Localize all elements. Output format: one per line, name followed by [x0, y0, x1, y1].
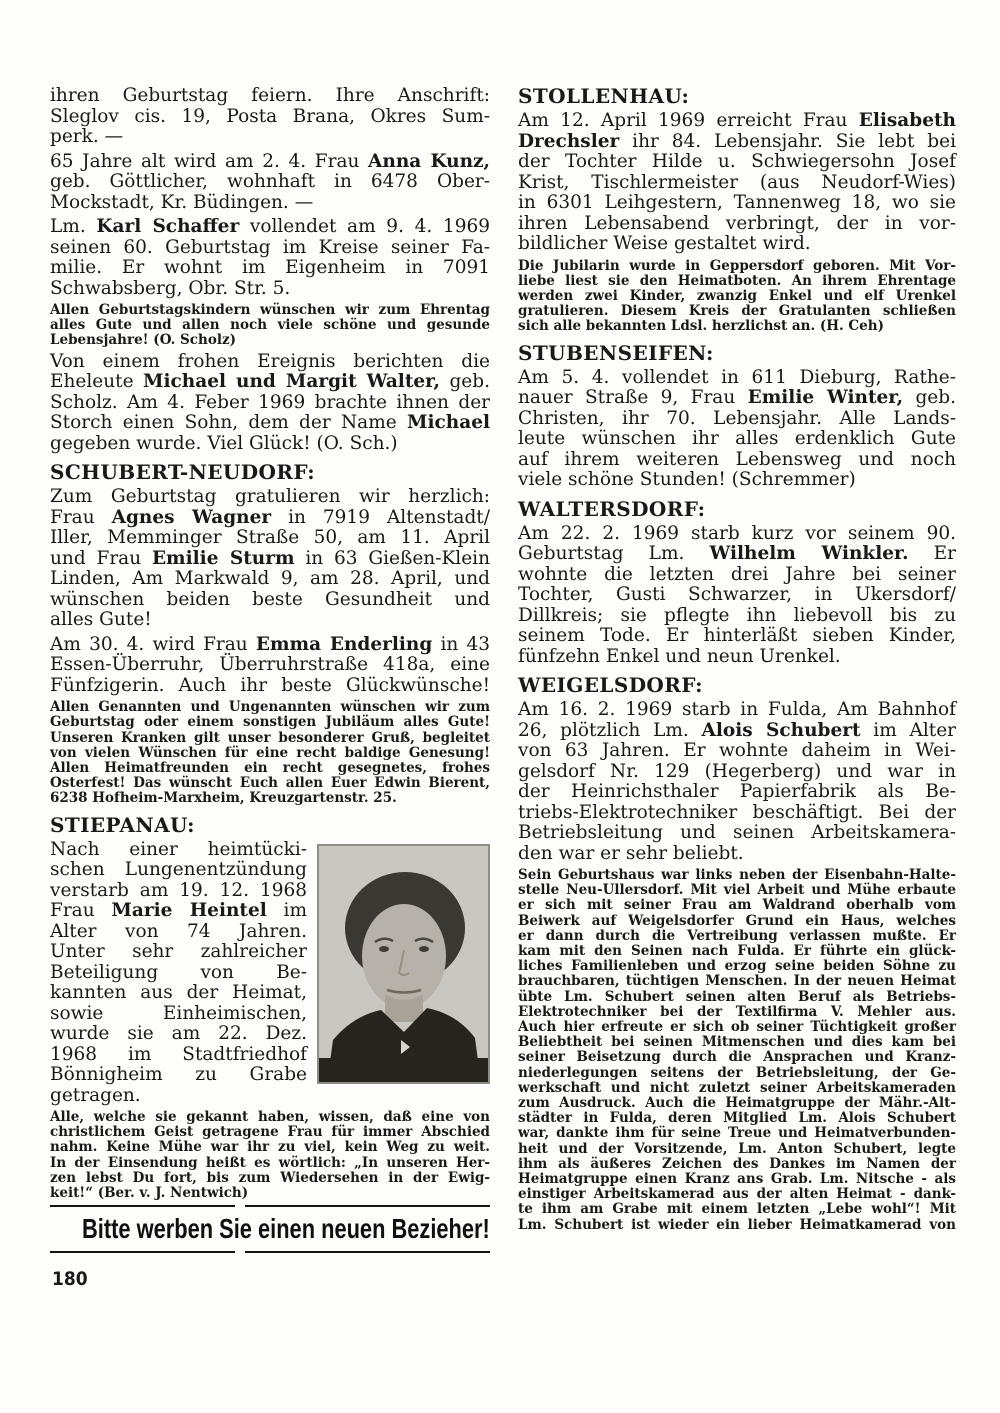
subscription-banner	[50, 1205, 490, 1253]
text-line: kannten aus der Heimat,	[50, 982, 307, 1004]
text-line: Die Jubilarin wurde in Geppersdorf geboren. Mit Vor-	[518, 257, 956, 274]
text-line: Alter von 74 Jahren.	[50, 920, 307, 942]
text-line: Geburtstag Lm. Wilhelm Winkler. Er	[518, 543, 957, 565]
left-column	[50, 86, 490, 1204]
body-paragraph	[518, 368, 956, 491]
page-number: 180	[52, 1268, 88, 1290]
body-paragraph	[50, 352, 490, 455]
text-line: brauchbaren, tüchtigen Menschen. In der neuen Heimat	[518, 973, 956, 990]
text-line: verstarb am 19. 12. 1968	[50, 879, 307, 901]
text-line: seiner Beisetzung durch die Ansprachen und Kranz-	[518, 1049, 956, 1066]
text-line: Dillkreis; sie pflegte ihn liebevoll bis zu	[518, 604, 956, 626]
text-line: wünschen beiden beste Gesundheit und	[50, 588, 490, 610]
text-line: wohnte die letzten drei Jahre bei seiner	[518, 563, 956, 585]
text-line: perk. —	[50, 126, 124, 147]
text-line: liebe liest sie den Heimatboten. An ihrem Ehrentage	[518, 272, 956, 289]
text-line: Allen Genannten und Ungenannten wünschen wir zum	[50, 699, 490, 716]
section-heading: STUBENSEIFEN:	[518, 340, 714, 365]
text-line: 26, plötzlich Lm. Alois Schubert im Alter	[518, 719, 956, 741]
text-line: geb. Göttlicher, wohnhaft in 6478 Ober-	[50, 171, 490, 192]
text-line: schen Lungenentzündung	[50, 859, 307, 881]
body-paragraph	[50, 840, 490, 1107]
text-line: Lm. Karl Schaffer vollendet am 9. 4. 1969	[50, 216, 491, 237]
text-line: milie. Er wohnt im Eigenheim in 7091	[50, 257, 490, 278]
text-line: viele schöne Stunden! (Schremmer)	[518, 469, 856, 491]
text-line: Alle, welche sie gekannt haben, wissen, daß eine von	[50, 1109, 490, 1126]
text-line: liches Familienleben und erzog seine beiden Söhne zu	[518, 958, 956, 975]
text-line: kam mit den Seinen nach Fulda. Er führte ein glück-	[518, 943, 956, 960]
text-line: Frau Agnes Wagner in 7919 Altenstadt/	[50, 506, 490, 528]
text-line: Lebensjahre! (O. Scholz)	[50, 332, 237, 349]
banner-rule-top	[50, 1205, 490, 1207]
text-line: 65 Jahre alt wird am 2. 4. Frau Anna Kunz,	[50, 150, 490, 172]
section-heading: STOLLENHAU:	[518, 84, 690, 108]
banner-text: Bitte werben Sie einen neuen Bezieher!	[82, 1213, 490, 1244]
text-line: Betriebsleitung und seinen Arbeitskamera-	[518, 822, 956, 844]
text-line: heit und der Vorsitzende, Lm. Anton Schubert, legte	[518, 1140, 956, 1157]
text-line: wurde sie am 22. Dez.	[50, 1023, 307, 1045]
portrait-photo-image	[317, 844, 490, 1084]
text-line: Krist, Tischlermeister (aus Neudorf-Wies)	[518, 171, 956, 193]
text-line: von vielen Wünschen für eine recht baldige Genesung!	[50, 744, 490, 761]
text-line: Zum Geburtstag gratulieren wir herzlich:	[50, 486, 490, 508]
body-paragraph	[518, 111, 956, 255]
text-line: zen lebst Du fort, bis zum Wiedersehen in der Ewig-	[50, 1169, 490, 1186]
section-heading: SCHUBERT-NEUDORF:	[50, 460, 316, 485]
text-line: fünfzehn Enkel und neun Urenkel.	[518, 645, 841, 667]
text-line: In der Einsendung heißt es wörtlich: „In unseren Her-	[50, 1154, 490, 1171]
text-line: Christen, ihr 70. Lebensjahr. Alle Lands-	[518, 407, 956, 429]
text-line: christlichem Geist getragene Frau für immer Abschied	[50, 1124, 490, 1141]
text-line: Am 12. April 1969 erreicht Frau Elisabeth	[518, 110, 956, 131]
text-line: der Heinrichsthaler Papierfabrik als Be-	[518, 781, 956, 803]
small-print-paragraph	[50, 303, 490, 349]
text-line: den war er sehr beliebt.	[518, 842, 744, 864]
text-line: Linden, Am Markwald 9, am 28. April, und	[50, 568, 490, 590]
text-line: Am 30. 4. wird Frau Emma Enderling in 43	[50, 633, 491, 655]
text-line: ihren Lebensabend verbringt, der in vor-	[518, 212, 956, 234]
section-heading: WEIGELSDORF:	[518, 673, 703, 698]
banner-rule-bottom	[50, 1251, 490, 1253]
text-line: Am 16. 2. 1969 starb in Fulda, Am Bahnhof	[518, 699, 956, 721]
text-line: gegeben wurde. Viel Glück! (O. Sch.)	[50, 432, 398, 454]
text-line: Am 5. 4. vollendet in 611 Dieburg, Rathe-	[518, 366, 956, 388]
text-line: sowie Einheimischen,	[50, 1002, 307, 1024]
text-line: te ihm am Grabe mit einem letzten „Lebe wohl“! Mit	[518, 1201, 956, 1218]
text-line: Am 22. 2. 1969 starb kurz vor seinem 90.	[518, 522, 956, 544]
text-line: Unter sehr zahlreicher	[50, 941, 307, 963]
text-line: Nach einer heimtücki-	[50, 838, 307, 860]
text-line: einstiger Arbeitskamerad aus der alten Heimat - dank-	[518, 1186, 956, 1203]
text-line: keit!“ (Ber. v. J. Nentwich)	[50, 1185, 249, 1202]
portrait-photo	[317, 844, 490, 1084]
text-line: zum Ausdruck. Auch die Heimatgruppe der Mähr.-Alt-	[518, 1095, 956, 1112]
text-line: Elektrotechniker bei der Textilfirma V. Mehler aus.	[518, 1003, 956, 1020]
text-line: ihm als äußeres Zeichen des Dankes im Namen der	[518, 1155, 956, 1172]
body-paragraph	[50, 152, 490, 214]
section-heading: WALTERSDORF:	[518, 496, 706, 521]
text-line: war, dankte ihm für seine Treue und Heimatverbunden-	[518, 1125, 956, 1142]
text-line: Von einem frohen Ereignis berichten die	[50, 350, 490, 372]
text-line: er sich mit seiner Frau am Waldrand oberhalb vom	[518, 897, 956, 914]
text-line: übte Lm. Schubert seinen alten Beruf als Betriebs-	[518, 988, 956, 1005]
body-paragraph	[50, 217, 490, 299]
text-line: Sleglov cis. 19, Posta Brana, Okres Sum-	[50, 105, 490, 127]
body-paragraph	[518, 700, 956, 864]
text-line: Auch hier erfreute er sich ob seiner Tüchtigkeit großer	[518, 1019, 956, 1036]
text-line: städter in Fulda, deren Mitglied Lm. Alois Schubert	[518, 1110, 956, 1127]
small-print-paragraph	[50, 1110, 490, 1201]
text-line: Eheleute Michael und Margit Walter, geb.	[50, 371, 490, 393]
text-line: ihren Geburtstag feiern. Ihre Anschrift:	[50, 85, 490, 106]
text-line: alles Gute!	[50, 609, 152, 631]
text-line: triebs-Elektrotechniker beschäftigt. Bei der	[518, 801, 956, 823]
text-line: werden zwei Kinder, zwanzig Enkel und elf Urenkel	[518, 287, 956, 304]
body-paragraph	[518, 524, 956, 668]
text-line: Storch einen Sohn, dem der Name Michael	[50, 412, 490, 434]
text-line: von 63 Jahren. Er wohnte daheim in Wei-	[518, 740, 956, 762]
text-line: seinen 60. Geburtstag im Kreise seiner Fa-	[50, 236, 490, 258]
text-line: gelsdorf Nr. 129 (Hegerberg) und war in	[518, 760, 956, 782]
small-print-paragraph	[50, 700, 490, 806]
text-line: getragen.	[50, 1084, 141, 1106]
body-paragraph	[50, 487, 490, 631]
text-line: seinem Tode. Er hinterläßt sieben Kinder,	[518, 625, 956, 647]
text-line: Bönnigheim zu Grabe	[50, 1064, 307, 1086]
text-line: 1968 im Stadtfriedhof	[50, 1043, 307, 1065]
text-line: Sein Geburtshaus war links neben der Eisenbahn-Halte-	[518, 867, 956, 884]
text-line: Beiwerk auf Weigelsdorfer Grund ein Haus, welches	[518, 912, 956, 929]
text-line: sich alle bekannten Ldsl. herzlichst an. (H. Ceh)	[518, 318, 884, 335]
text-line: Geburtstag oder einem sonstigen Jubiläum alles Gute!	[50, 714, 490, 731]
text-line: stelle Neu-Ullersdorf. Mit viel Arbeit und Mühe erbaute	[518, 882, 956, 899]
text-line: der Tochter Hilde u. Schwiegersohn Josef	[518, 151, 956, 172]
text-line: leute wünschen ihr alles erdenklich Gute	[518, 428, 956, 450]
text-line: auf ihrem weiteren Lebensweg und noch	[518, 448, 956, 470]
body-paragraph	[50, 635, 490, 697]
text-line: er dann durch die Vertreibung verlassen mußte. Er	[518, 927, 956, 944]
text-line: Drechsler ihr 84. Lebensjahr. Sie lebt bei	[518, 130, 956, 152]
text-line: Tochter, Gusti Schwarzer, in Ukersdorf/	[518, 584, 956, 606]
text-line: Mockstadt, Kr. Büdingen. —	[50, 191, 314, 213]
text-line: Fünfzigerin. Auch ihr beste Glückwünsche!	[50, 674, 490, 696]
text-line: Beteiligung von Be-	[50, 961, 307, 983]
text-line: in 6301 Leihgestern, Tannenweg 18, wo sie	[518, 192, 956, 213]
text-line: alles Gute und allen noch viele schöne und gesunde	[50, 317, 490, 334]
small-print-paragraph	[518, 259, 956, 335]
text-line: Allen Geburtstagskindern wünschen wir zum Ehrentag	[50, 302, 490, 318]
text-line: Essen-Überruhr, Überruhrstraße 418a, eine	[50, 654, 490, 676]
text-line: nahm. Keine Mühe war ihr zu viel, kein Weg zu weit.	[50, 1139, 490, 1156]
text-line: 6238 Hofheim-Marxheim, Kreuzgartenstr. 25.	[50, 790, 397, 807]
text-line: Iller, Memminger Straße 50, am 11. April	[50, 527, 490, 549]
small-print-paragraph	[518, 868, 956, 1233]
text-line: bildlicher Weise gestaltet wird.	[518, 233, 811, 254]
right-column	[518, 86, 956, 1236]
text-line: gratulieren. Diesem Kreis der Gratulanten schließen	[518, 303, 956, 320]
text-line: Beliebtheit bei seinen Mitmenschen und dies kam bei	[518, 1034, 956, 1051]
text-line: Osterfest! Das wünscht Euch allen Euer Edwin Bierent,	[50, 775, 490, 792]
text-line: niederlegungen seitens der Betriebsleitung, der Ge-	[518, 1064, 956, 1081]
text-line: Schwabsberg, Obr. Str. 5.	[50, 277, 291, 299]
text-line: Allen Heimatfreunden ein recht gesegnetes, frohes	[50, 759, 490, 776]
text-line: werkschaft und nicht zuletzt seiner Arbeitskameraden	[518, 1079, 956, 1096]
text-line: Unseren Kranken gilt unser besonderer Gruß, begleitet	[50, 729, 490, 746]
text-line: und Frau Emilie Sturm in 63 Gießen-Klein	[50, 547, 490, 569]
text-line: Heimatgruppe einen Kranz ans Grab. Lm. Nitsche - als	[518, 1171, 956, 1188]
text-line: Frau Marie Heintel im	[50, 900, 307, 922]
text-line: nauer Straße 9, Frau Emilie Winter, geb.	[518, 387, 956, 409]
body-paragraph	[50, 86, 490, 148]
section-heading: STIEPANAU:	[50, 812, 195, 837]
text-line: Lm. Schubert ist wieder ein lieber Heimatkamerad von	[518, 1216, 956, 1233]
text-line: Scholz. Am 4. Feber 1969 brachte ihnen der	[50, 391, 490, 413]
